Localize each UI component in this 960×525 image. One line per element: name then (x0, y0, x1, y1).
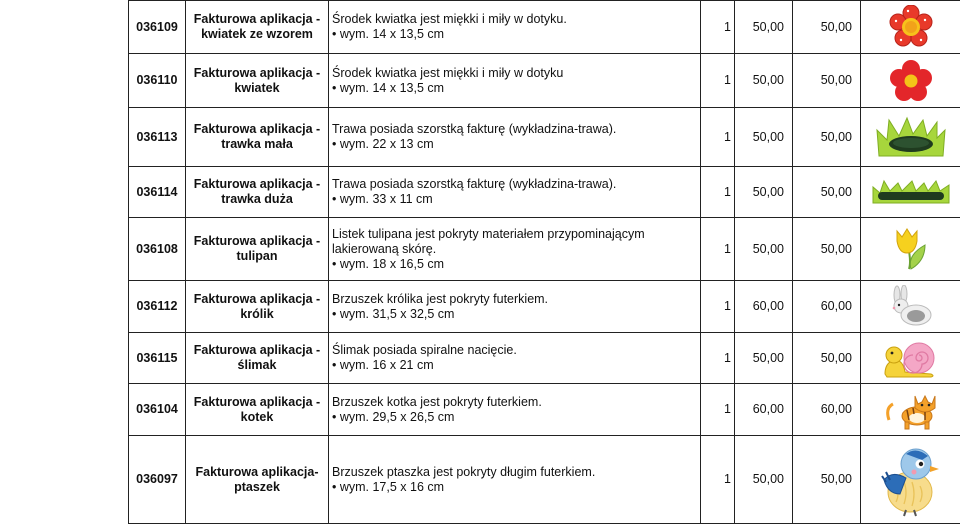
total-price: 50,00 (793, 333, 861, 384)
product-code: 036109 (129, 1, 186, 54)
kitten-icon (885, 390, 937, 430)
description-line: Brzuszek królika jest pokryty futerkiem. (332, 291, 549, 306)
product-image (861, 167, 960, 218)
product-description (329, 281, 701, 333)
table-row (129, 281, 960, 333)
product-description (329, 167, 701, 218)
dimensions: • wym. 18 x 16,5 cm (332, 256, 445, 271)
total-price: 50,00 (793, 54, 861, 108)
product-description (329, 54, 701, 108)
product-image (861, 54, 960, 108)
table-row (129, 384, 960, 436)
product-image (861, 333, 960, 384)
table-row (129, 108, 960, 167)
dimensions: • wym. 16 x 21 cm (332, 358, 434, 372)
product-name-line: tulipan (236, 249, 278, 263)
product-image (861, 218, 960, 281)
product-name (186, 167, 329, 218)
product-name-line: Fakturowa aplikacja - (193, 12, 321, 26)
product-image (861, 384, 960, 436)
product-name-line: ptaszek (234, 479, 280, 494)
description-line: Ślimak posiada spiralne nacięcie. (332, 343, 517, 357)
dimensions: • wym. 17,5 x 16 cm (332, 479, 445, 494)
product-name-line: Fakturowa aplikacja - (193, 394, 321, 409)
product-code: 036108 (129, 218, 186, 281)
large-grass-icon (872, 179, 950, 205)
description-line: Środek kwiatka jest miękki i miły w dotyku. (332, 12, 567, 26)
flower-icon (889, 60, 933, 102)
unit-price: 60,00 (735, 281, 793, 333)
product-code: 036114 (129, 167, 186, 218)
quantity: 1 (701, 333, 735, 384)
product-name-line: Fakturowa aplikacja - (193, 291, 321, 306)
dimensions: • wym. 22 x 13 cm (332, 137, 434, 151)
table-row (129, 218, 960, 281)
quantity: 1 (701, 436, 735, 524)
total-price: 60,00 (793, 281, 861, 333)
rabbit-icon (888, 285, 934, 329)
product-name (186, 1, 329, 54)
product-code: 036110 (129, 54, 186, 108)
bird-icon (876, 442, 946, 518)
unit-price: 50,00 (735, 108, 793, 167)
quantity: 1 (701, 54, 735, 108)
total-price: 50,00 (793, 167, 861, 218)
total-price: 50,00 (793, 108, 861, 167)
description-line: lakierowaną skórę. (332, 241, 437, 256)
product-description (329, 436, 701, 524)
product-name-line: ślimak (237, 358, 277, 372)
table-row (129, 54, 960, 108)
small-grass-icon (875, 116, 947, 158)
flower-pattern-icon (889, 5, 933, 49)
unit-price: 50,00 (735, 54, 793, 108)
total-price: 50,00 (793, 1, 861, 54)
quantity: 1 (701, 281, 735, 333)
product-name-line: Fakturowa aplikacja- (195, 464, 319, 479)
unit-price: 50,00 (735, 218, 793, 281)
product-name-line: kwiatek (234, 80, 280, 95)
dimensions: • wym. 14 x 13,5 cm (332, 27, 445, 41)
description-line: Trawa posiada szorstką fakturę (wykładzina-trawa). (332, 177, 617, 191)
product-code: 036097 (129, 436, 186, 524)
table-row (129, 436, 960, 524)
quantity: 1 (701, 1, 735, 54)
product-name-line: Fakturowa aplikacja - (193, 65, 321, 80)
quantity: 1 (701, 384, 735, 436)
product-image (861, 108, 960, 167)
table-row (129, 167, 960, 218)
product-name (186, 436, 329, 524)
unit-price: 60,00 (735, 384, 793, 436)
description-line: Trawa posiada szorstką fakturę (wykładzina-trawa). (332, 122, 617, 136)
unit-price: 50,00 (735, 1, 793, 54)
product-description (329, 108, 701, 167)
product-code: 036104 (129, 384, 186, 436)
dimensions: • wym. 33 x 11 cm (332, 192, 433, 206)
product-name (186, 384, 329, 436)
product-name-line: kwiatek ze wzorem (201, 27, 313, 41)
quantity: 1 (701, 108, 735, 167)
description-line: Brzuszek ptaszka jest pokryty długim futerkiem. (332, 464, 596, 479)
dimensions: • wym. 31,5 x 32,5 cm (332, 306, 455, 321)
product-description (329, 384, 701, 436)
product-name-line: królik (240, 306, 274, 321)
product-table (128, 0, 960, 524)
description-line: Listek tulipana jest pokryty materiałem przypominającym (332, 226, 645, 241)
unit-price: 50,00 (735, 436, 793, 524)
product-name (186, 108, 329, 167)
product-code: 036115 (129, 333, 186, 384)
quantity: 1 (701, 218, 735, 281)
product-code: 036112 (129, 281, 186, 333)
description-line: Brzuszek kotka jest pokryty futerkiem. (332, 394, 542, 409)
table-row (129, 1, 960, 54)
table-row (129, 333, 960, 384)
quantity: 1 (701, 167, 735, 218)
dimensions: • wym. 29,5 x 26,5 cm (332, 409, 455, 424)
product-name (186, 333, 329, 384)
product-description (329, 333, 701, 384)
product-name-line: trawka duża (221, 192, 293, 206)
product-description (329, 218, 701, 281)
product-name-line: kotek (240, 409, 274, 424)
snail-icon (883, 338, 939, 378)
total-price: 50,00 (793, 436, 861, 524)
product-image (861, 436, 960, 524)
product-name-line: trawka mała (221, 137, 293, 151)
product-name-line: Fakturowa aplikacja - (193, 343, 321, 357)
tulip-icon (891, 227, 931, 271)
product-name-line: Fakturowa aplikacja - (193, 122, 321, 136)
product-name (186, 54, 329, 108)
product-name-line: Fakturowa aplikacja - (193, 234, 321, 248)
product-name (186, 281, 329, 333)
product-image (861, 281, 960, 333)
description-line: Środek kwiatka jest miękki i miły w dotyku (332, 65, 564, 80)
product-name-line: Fakturowa aplikacja - (193, 177, 321, 191)
unit-price: 50,00 (735, 333, 793, 384)
product-name (186, 218, 329, 281)
total-price: 60,00 (793, 384, 861, 436)
unit-price: 50,00 (735, 167, 793, 218)
total-price: 50,00 (793, 218, 861, 281)
product-image (861, 1, 960, 54)
dimensions: • wym. 14 x 13,5 cm (332, 80, 445, 95)
product-code: 036113 (129, 108, 186, 167)
product-description (329, 1, 701, 54)
